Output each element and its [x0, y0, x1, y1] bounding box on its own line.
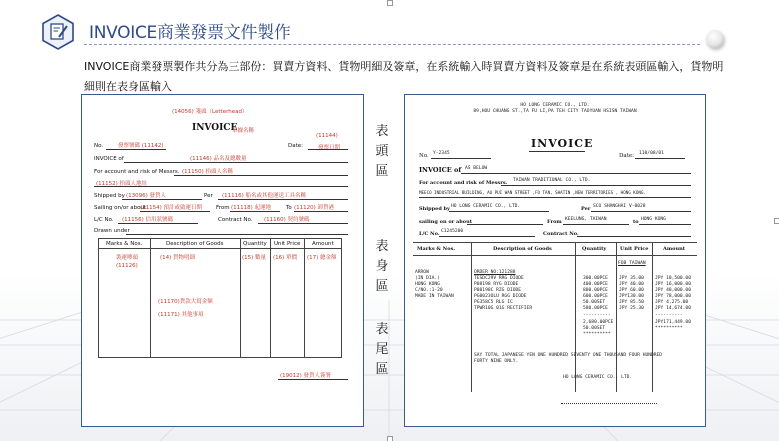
per-label: Per [581, 206, 591, 212]
selection-handle[interactable] [387, 0, 393, 6]
other-matters-value: (11171) 其他事項 [158, 312, 204, 318]
signature-value: (19012) 發貨人簽署 [280, 373, 332, 379]
shipped-label: Shipped by [94, 193, 125, 199]
lc-underline [118, 223, 198, 224]
lc-label: L/C No. [419, 231, 440, 237]
decorative-knob [706, 30, 724, 48]
incoterm: FOB TAIWAN [618, 261, 646, 266]
col-header-amount: Amount [663, 246, 686, 252]
total-quantity: 50.00SET [583, 326, 606, 331]
qty-value: (15) 數量 [242, 255, 267, 261]
invoice-of-value: (11146) 品名及總數量 [190, 156, 247, 162]
per-value: (11116) 船名或其他運送工具名稱 [222, 193, 307, 199]
item-unit-price: JPY 25.30 [619, 306, 644, 311]
invoice-of-label: INVOICE of [419, 166, 462, 174]
date-value: 發票日期 [318, 145, 341, 151]
lc-underline [439, 236, 535, 237]
drawn-label: Drawn under [94, 228, 130, 234]
from-label: From [547, 219, 562, 225]
table-col-divider [150, 238, 151, 357]
from-underline [230, 211, 280, 212]
amount-value: (17) 總金額 [307, 255, 337, 261]
section-tag-body: 表身區 [375, 239, 389, 294]
total-star-line: ********** [655, 326, 683, 331]
col-header-quantity: Quantity [582, 246, 607, 252]
sailing-value: (11154) 預計或啟運日期 [140, 205, 203, 211]
item-unit-price: JPY 35.00 [619, 276, 644, 281]
to-label: to [633, 219, 639, 225]
from-label: From [216, 205, 230, 211]
item-amount: JPY 16,000.00 [655, 282, 691, 287]
company-address: 89,HOU CHUANG ST.,TA FU LI,PA TEH CITY TAOYUAN HSISN TAIWAN [473, 109, 637, 114]
shipping-mark: C/NO.:1-20 [415, 288, 443, 293]
table-col-divider [471, 242, 472, 392]
shipping-mark: (IN DIA.) [415, 276, 440, 281]
col-header-description: Description of Goods [166, 241, 224, 247]
date-code: (11144) [316, 133, 338, 139]
date-underline [635, 158, 685, 159]
col-header-amount: Amount [312, 241, 334, 247]
doc-title-note: 單據名稱 [232, 128, 255, 134]
item-quantity: 300.00PCE [583, 276, 608, 281]
selection-handle[interactable] [387, 436, 393, 441]
sailing-label: Sailing on/or about [94, 205, 147, 211]
drawn-underline [126, 234, 348, 235]
per-underline [218, 199, 348, 200]
total-star-line: ********** [583, 332, 611, 337]
shipped-underline [122, 199, 202, 200]
item-description: TESDC29V RRG DIODE [474, 276, 524, 281]
item-amount: JPY 48,000.00 [655, 288, 691, 293]
no-underline [106, 149, 166, 150]
date-label: Date: [619, 153, 635, 159]
item-description: PG0023OLU RGG DIODE [474, 294, 527, 299]
heading-underline [529, 151, 585, 152]
to-underline [639, 224, 691, 225]
company-name: HO LONG CERAMIC CO., LTD. [520, 103, 590, 108]
from-value: KEELUNG, TAIWAN [565, 217, 607, 222]
item-amount: JPY 78,000.00 [655, 294, 691, 299]
total-amount: JPY171,449.00 [655, 320, 691, 325]
account-underline [501, 185, 691, 186]
shipped-label: Shipped by [419, 206, 450, 212]
signature-line [561, 403, 657, 404]
account-underline [174, 175, 348, 176]
invoice-of-underline [461, 173, 691, 174]
invoice-of-label: INVOICE of [94, 156, 124, 162]
sailing-underline [140, 211, 210, 212]
table-col-divider [652, 242, 653, 392]
sailing-underline [467, 224, 543, 225]
table-col-divider [240, 238, 241, 357]
sailing-label: sailing on or about [419, 219, 473, 225]
account-value: TAIWAN TRADITIONAL CO., LTD. [513, 178, 591, 183]
section-tag-footer: 表尾區 [375, 322, 389, 377]
contract-label: Contract No. [543, 231, 579, 237]
account-address: MEECO INDUSTRIAL BUILDING, AU PUI WAN STREET ,FO TAN, SHATIN ,NEW TERRITORIES , HONG KONG. [419, 190, 646, 195]
table-top-rule [413, 242, 697, 243]
to-value: HONG KONG [641, 217, 666, 222]
desc-value: (14) 貨物明細 [160, 255, 196, 261]
col-header-marks: Marks & Nos. [417, 246, 456, 252]
account-label: For account and risk of Messrs. [94, 169, 180, 175]
date-label: Date: [288, 143, 303, 149]
shipped-value: HO LONG CERAMIC CO., LTD. [451, 204, 521, 209]
date-value: 110/08/01 [639, 151, 664, 156]
invoice-of-value: AS BELOW [465, 166, 488, 171]
lc-label: L/C No. [94, 217, 114, 223]
item-unit-price: JPY 40.00 [619, 282, 644, 287]
item-quantity: 400.00PCE [583, 282, 608, 287]
per-value: SCO SHANGHAI V-0028 [593, 204, 646, 209]
item-description: P08198C RZG DIODE [474, 288, 522, 293]
col-header-marks: Marks & Nos. [106, 241, 143, 247]
invoice-of-underline [124, 162, 348, 163]
shipped-value: (13096) 發貨人 [126, 193, 167, 199]
col-header-unit-price: Unit Price [620, 246, 649, 252]
account-value: (11150) 抬頭人名稱 [182, 169, 234, 175]
no-label: No. [419, 153, 429, 159]
col-header-description: Description of Goods [493, 246, 552, 252]
to-value: (11120) 卸貨港 [294, 205, 335, 211]
item-amount: JPY 14,674.00 [655, 306, 691, 311]
subtotal-dash-line: ---------- [655, 313, 683, 318]
item-unit-price: JPY130.00 [619, 294, 644, 299]
contract-underline [577, 236, 691, 237]
table-col-divider [575, 242, 576, 392]
title-divider [84, 44, 700, 45]
total-words-value: (11170)貨款大寫金額 [158, 299, 213, 305]
letterhead-label: (14056) 箋頭（Letterhead） [172, 109, 248, 115]
item-quantity: 580.00PCE [583, 306, 608, 311]
item-amount: JPY 10,500.00 [655, 276, 691, 281]
no-value: Y-2345 [433, 151, 450, 156]
selection-handle[interactable] [774, 218, 779, 224]
total-quantity: 2,680.00PCE [583, 320, 614, 325]
item-amount: JPY 4,275.00 [655, 300, 689, 305]
to-underline [294, 211, 348, 212]
slide-description: INVOICE商業發票製作共分為三部份：買賣方資料、貨物明細及簽章，在系統輸入時買賣方資料及簽章是在系統表頭區輸入，貨物明細則在表身區輸入 [84, 60, 724, 93]
to-label: To [286, 205, 292, 211]
price-value: (16) 單價 [273, 255, 298, 261]
shipping-mark: ARROW [415, 270, 429, 275]
table-col-divider [304, 238, 305, 357]
signature-company: HO LONG CERAMIC CO., LTD. [563, 375, 633, 380]
shipping-mark: MADE IN TAIWAN [415, 294, 454, 299]
shipped-underline [449, 211, 549, 212]
per-underline [591, 211, 691, 212]
address-underline [94, 186, 348, 187]
shipping-mark: HONG KONG [415, 282, 440, 287]
item-unit-price: JPY 60.00 [619, 288, 644, 293]
signature-underline [278, 379, 348, 380]
col-header-quantity: Quantity [243, 241, 267, 247]
marks-value: 裝運嘜頭 [116, 255, 139, 261]
contract-label: Contract No. [218, 217, 253, 223]
address-underline [419, 197, 691, 198]
item-description: P08198 RYG DIODE [474, 282, 519, 287]
table-col-divider [616, 242, 617, 392]
from-underline [563, 224, 629, 225]
invoice-heading: INVOICE [192, 123, 238, 133]
table-col-divider [270, 238, 271, 357]
lc-value: C1245200 [441, 229, 464, 234]
col-header-unit-price: Unit Price [274, 241, 301, 247]
no-underline [431, 158, 491, 159]
item-description: PG358C5 RLG IC [474, 300, 513, 305]
contract-value: (11160) 契約號碼 [264, 217, 310, 223]
marks-code: (11126) [116, 263, 138, 269]
filled-invoice-sample [404, 94, 706, 427]
annotated-invoice-template [81, 94, 364, 427]
item-quantity: 600.00PCE [583, 294, 608, 299]
contract-underline [258, 223, 348, 224]
section-tag-header: 表頭區 [375, 124, 389, 179]
no-label: No. [94, 143, 104, 149]
lc-value: (11156) 信用狀號碼 [122, 217, 174, 223]
no-value: 發票號碼 (11142) [118, 143, 164, 149]
table-header-rule [413, 255, 697, 256]
invoice-heading: INVOICE [531, 137, 594, 150]
edit-document-icon [40, 14, 76, 50]
item-description: TPWR10G 01G RECTIFIER [474, 306, 533, 311]
subtotal-dash-line: ---------- [583, 313, 611, 318]
order-number: ORDER NO:121288 [474, 270, 516, 275]
item-quantity: 50.00SET [583, 300, 606, 305]
account-address: (11152) 抬頭人地址 [96, 181, 148, 187]
item-quantity: 800.00PCE [583, 288, 608, 293]
account-label: For account and risk of Messrs. [419, 180, 508, 186]
per-label: Per [204, 193, 213, 199]
say-total-line: SAY TOTAL JAPANESE YEN ONE HUNDRED SEVENTY ONE THOUSAND FOUR HUNDRED [474, 353, 663, 358]
say-total-line: FORTY NINE ONLY. [474, 359, 519, 364]
date-underline [308, 149, 348, 150]
from-value: (11118) 起運地 [231, 205, 272, 211]
item-unit-price: JPY 85.50 [619, 300, 644, 305]
slide-title: INVOICE商業發票文件製作 [89, 23, 291, 43]
